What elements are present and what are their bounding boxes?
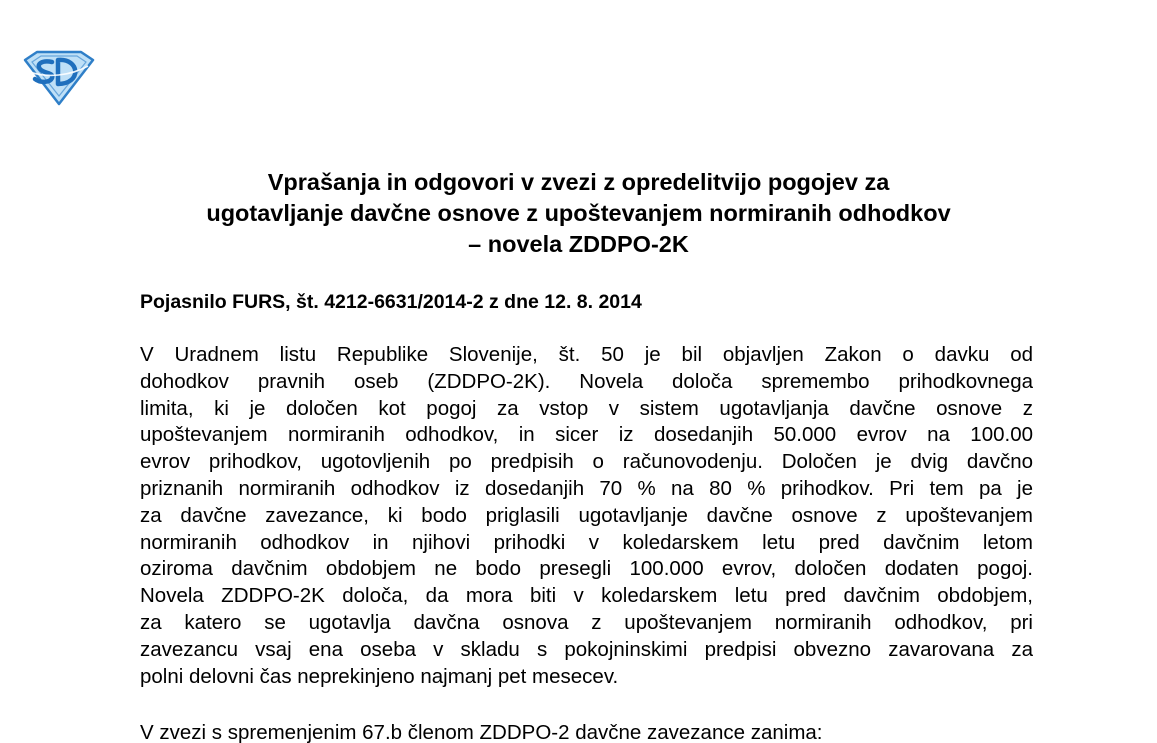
title-line: ugotavljanje davčne osnove z upoštevanjem normiranih odhodkov [206, 200, 951, 226]
paragraph-line: za davčne zavezance, ki bodo priglasili ugotavljanje davčne osnove z upoštevanjem [140, 503, 1033, 527]
paragraph-line: Novela ZDDPO-2K določa, da mora biti v koledarskem letu pred davčnim obdobjem, [140, 584, 1033, 608]
title-line: – novela ZDDPO-2K [468, 231, 689, 257]
paragraph-line: za katero se ugotavlja davčna osnova z upoštevanjem normiranih odhodkov, pri [140, 610, 1033, 634]
paragraph-line: normiranih odhodkov in njihovi prihodki v koledarskem letu pred davčnim letom [140, 530, 1033, 554]
document-subheading: Pojasnilo FURS, št. 4212-6631/2014-2 z dne 12. 8. 2014 [140, 291, 642, 313]
paragraph-line: priznanih normiranih odhodkov iz dosedanjih 70 % na 80 % prihodkov. Pri tem pa je [140, 476, 1033, 500]
paragraph-line: limita, ki je določen kot pogoj za vstop v sistem ugotavljanja davčne osnove z [140, 396, 1033, 420]
paragraph-line: polni delovni čas neprekinjeno najmanj pet mesecev. [140, 664, 619, 688]
paragraph-line: zavezancu vsaj ena oseba v skladu s pokojninskimi predpisi obvezno zavarovana za [140, 637, 1033, 661]
paragraph-line: evrov prihodkov, ugotovljenih po predpisih o računovodenju. Določen je dvig davčno [140, 450, 1033, 474]
document-title [100, 167, 1057, 260]
paragraph-line: oziroma davčnim obdobjem ne bodo presegli 100.000 evrov, določen dodaten pogoj. [140, 557, 1033, 581]
paragraph-line: upoštevanjem normiranih odhodkov, in sicer iz dosedanjih 50.000 evrov na 100.00 [140, 423, 1033, 447]
paragraph-line: dohodkov pravnih oseb (ZDDPO-2K). Novela določa spremembo prihodkovnega [140, 369, 1033, 393]
title-line: Vprašanja in odgovori v zvezi z opredelitvijo pogojev za [267, 169, 890, 195]
body-paragraph [140, 342, 1033, 690]
sd-logo-icon [22, 50, 96, 106]
next-paragraph: V zvezi s spremenjenim 67.b členom ZDDPO-2 davčne zavezance zanima: [140, 721, 823, 743]
paragraph-line: V Uradnem listu Republike Slovenije, št. 50 je bil objavljen Zakon o davku od [140, 343, 1033, 366]
